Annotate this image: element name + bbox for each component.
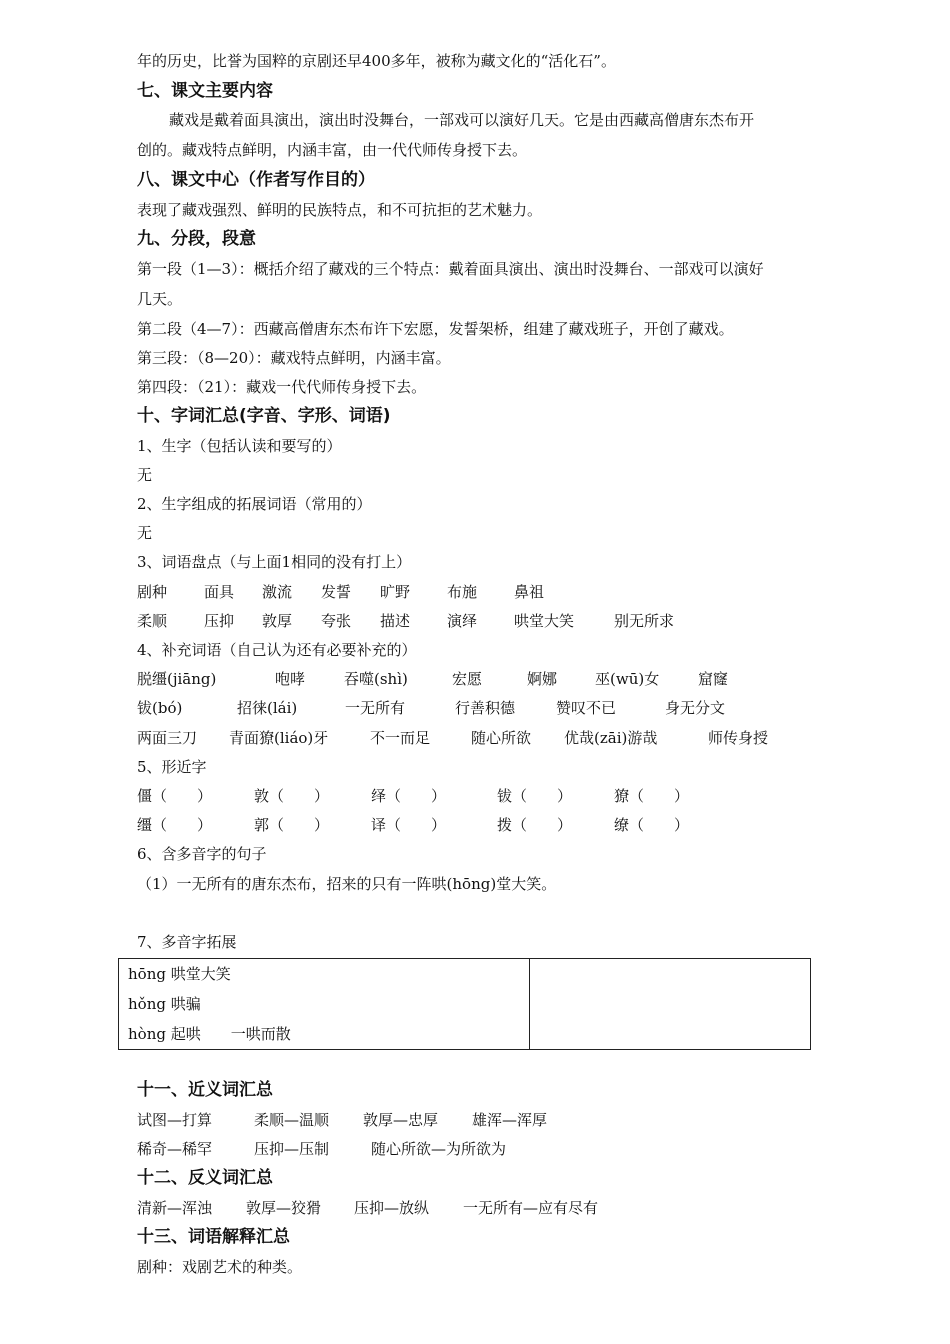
item-6-sentence: （1）一无所有的唐东杰布，招来的只有一阵哄(hōng)堂大笑。 [137,875,557,893]
polyphone-entry: hōng 哄堂大笑 [128,965,231,983]
item-3-label: 3、词语盘点（与上面1相同的没有打上） [137,553,412,571]
intro-tail-text: 年的历史，比誉为国粹的京剧还早400多年，被称为藏文化的“活化石”。 [137,52,616,70]
definition-entry: 剧种：戏剧艺术的种类。 [137,1258,303,1276]
word: 窟窿 [698,670,729,688]
word: 青面獠(liáo)牙 [229,729,329,747]
section-9-heading: 九、分段，段意 [137,229,256,249]
section-8-heading: 八、课文中心（作者写作目的） [137,170,375,190]
word: 夸张 [321,612,352,630]
synonym-pair: 随心所欲—为所欲为 [371,1140,507,1158]
similar-char-blank: 敦（ ） [254,787,330,805]
polyphone-entry: hǒng 哄骗 [128,995,201,1013]
word: 面具 [204,583,235,601]
word: 巫(wū)女 [595,670,660,688]
paragraph-2-summary: 第二段（4—7）：西藏高僧唐东杰布许下宏愿，发誓架桥，组建了藏戏班子，开创了藏戏。 [137,320,734,338]
word: 宏愿 [452,670,483,688]
word: 钹(bó) [137,699,183,717]
similar-char-blank: 獠（ ） [614,787,690,805]
synonym-pair: 试图—打算 [137,1111,213,1129]
antonym-pair: 敦厚—狡猾 [246,1199,322,1217]
word: 哄堂大笑 [514,612,575,630]
word: 发誓 [321,583,352,601]
word: 剧种 [137,583,168,601]
similar-char-blank: 拨（ ） [497,816,573,834]
section-7-text: 创的。藏戏特点鲜明，内涵丰富，由一代代师传身授下去。 [137,141,528,159]
word: 旷野 [380,583,411,601]
synonym-pair: 敦厚—忠厚 [363,1111,439,1129]
section-8-text: 表现了藏戏强烈、鲜明的民族特点，和不可抗拒的艺术魅力。 [137,201,543,219]
polyphone-cell [119,959,530,1050]
word: 压抑 [204,612,235,630]
antonym-pair: 清新—浑浊 [137,1199,213,1217]
polyphone-entry: hòng 起哄 一哄而散 [128,1025,291,1043]
word: 身无分文 [665,699,726,717]
paragraph-1-summary-cont: 几天。 [137,290,183,308]
antonym-pair: 一无所有—应有尽有 [463,1199,599,1217]
word: 布施 [447,583,478,601]
word: 两面三刀 [137,729,198,747]
item-1-label: 1、生字（包括认读和要写的） [137,437,342,455]
word: 演绎 [447,612,478,630]
item-5-label: 5、形近字 [137,758,207,776]
synonym-pair: 稀奇—稀罕 [137,1140,213,1158]
item-4-label: 4、补充词语（自己认为还有必要补充的） [137,641,417,659]
word: 师传身授 [708,729,769,747]
item-7-label: 7、多音字拓展 [137,933,237,951]
polyphone-empty-cell [530,959,811,1050]
word: 描述 [380,612,411,630]
word: 优哉(zāi)游哉 [564,729,658,747]
similar-char-blank: 缰（ ） [137,816,213,834]
similar-char-blank: 钹（ ） [497,787,573,805]
word: 别无所求 [614,612,675,630]
word: 一无所有 [345,699,406,717]
word: 敦厚 [262,612,293,630]
word: 吞噬(shì) [344,670,408,688]
word: 招徕(lái) [237,699,298,717]
item-6-label: 6、含多音字的句子 [137,845,267,863]
similar-char-blank: 僵（ ） [137,787,213,805]
section-11-heading: 十一、近义词汇总 [137,1080,273,1100]
paragraph-1-summary: 第一段（1—3）：概括介绍了藏戏的三个特点：戴着面具演出、演出时没舞台、一部戏可以演好 [137,260,764,278]
word: 激流 [262,583,293,601]
word: 鼻祖 [514,583,545,601]
item-2-answer: 无 [137,524,153,542]
polyphone-table [118,958,811,1050]
similar-char-blank: 绎（ ） [371,787,447,805]
section-10-heading: 十、字词汇总(字音、字形、词语) [137,406,391,426]
section-7-text: 藏戏是戴着面具演出，演出时没舞台，一部戏可以演好几天。它是由西藏高僧唐东杰布开 [169,111,755,129]
similar-char-blank: 郭（ ） [254,816,330,834]
word: 不一而足 [370,729,431,747]
antonym-pair: 压抑—放纵 [354,1199,430,1217]
word: 婀娜 [527,670,558,688]
section-7-heading: 七、课文主要内容 [137,81,273,101]
similar-char-blank: 译（ ） [371,816,447,834]
section-13-heading: 十三、词语解释汇总 [137,1227,290,1247]
paragraph-3-summary: 第三段：（8—20）：藏戏特点鲜明，内涵丰富。 [137,349,451,367]
word: 柔顺 [137,612,168,630]
item-1-answer: 无 [137,466,153,484]
section-12-heading: 十二、反义词汇总 [137,1168,273,1188]
word: 随心所欲 [471,729,532,747]
similar-char-blank: 缭（ ） [614,816,690,834]
item-2-label: 2、生字组成的拓展词语（常用的） [137,495,372,513]
synonym-pair: 雄浑—浑厚 [472,1111,548,1129]
synonym-pair: 压抑—压制 [254,1140,330,1158]
word: 赞叹不已 [556,699,617,717]
paragraph-4-summary: 第四段：（21）：藏戏一代代师传身授下去。 [137,378,427,396]
synonym-pair: 柔顺—温顺 [254,1111,330,1129]
word: 咆哮 [275,670,306,688]
word: 行善积德 [455,699,516,717]
word: 脱缰(jiāng) [137,670,217,688]
